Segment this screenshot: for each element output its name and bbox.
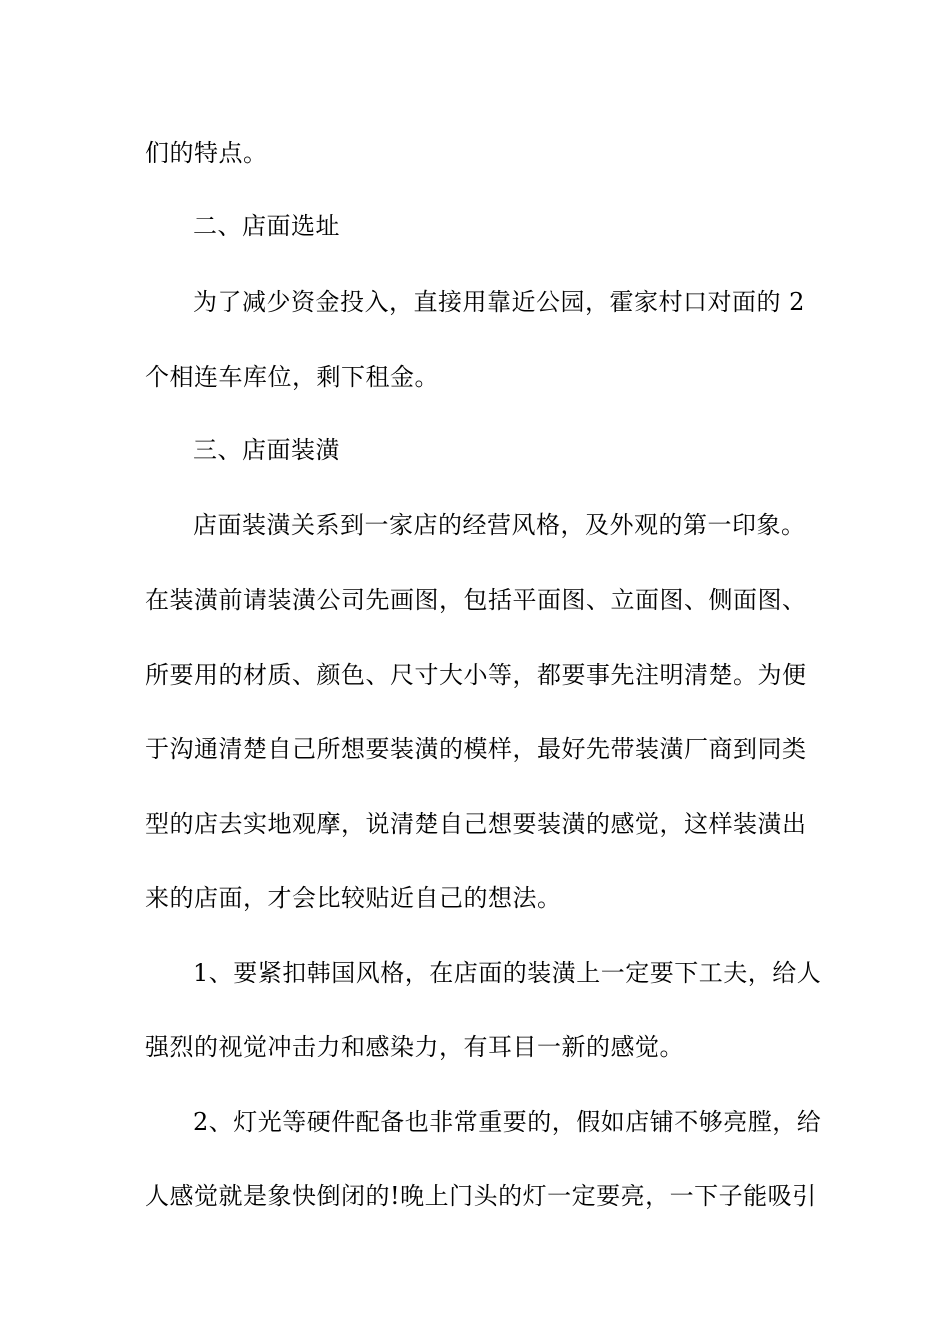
paragraph-line: 强烈的视觉冲击力和感染力，有耳目一新的感觉。 — [145, 1033, 684, 1061]
paragraph-line: 于沟通清楚自己所想要装潢的模样，最好先带装潢厂商到同类 — [145, 735, 807, 763]
paragraph-line: 型的店去实地观摩，说清楚自己想要装潢的感觉，这样装潢出 — [145, 810, 807, 838]
paragraph-line: 所要用的材质、颜色、尺寸大小等，都要事先注明清楚。为便 — [145, 661, 807, 689]
paragraph-line: 在装潢前请装潢公司先画图，包括平面图、立面图、侧面图、 — [145, 586, 807, 614]
section-heading-store-decoration: 三、店面装潢 — [193, 436, 340, 464]
list-item-1: 1、要紧扣韩国风格，在店面的装潢上一定要下工夫，给人 — [193, 959, 822, 987]
paragraph-line: 们的特点。 — [145, 139, 268, 167]
paragraph-line: 店面装潢关系到一家店的经营风格，及外观的第一印象。 — [193, 511, 806, 539]
list-item-2: 2、灯光等硬件配备也非常重要的，假如店铺不够亮膛，给 — [193, 1108, 822, 1136]
paragraph-line: 人感觉就是象快倒闭的!晚上门头的灯一定要亮，一下子能吸引 — [145, 1182, 817, 1210]
paragraph-line: 来的店面，才会比较贴近自己的想法。 — [145, 884, 562, 912]
section-heading-store-location: 二、店面选址 — [193, 212, 340, 240]
paragraph-line: 个相连车库位，剩下租金。 — [145, 363, 439, 391]
paragraph-line: 为了减少资金投入，直接用靠近公园，霍家村口对面的 2 — [193, 288, 805, 316]
